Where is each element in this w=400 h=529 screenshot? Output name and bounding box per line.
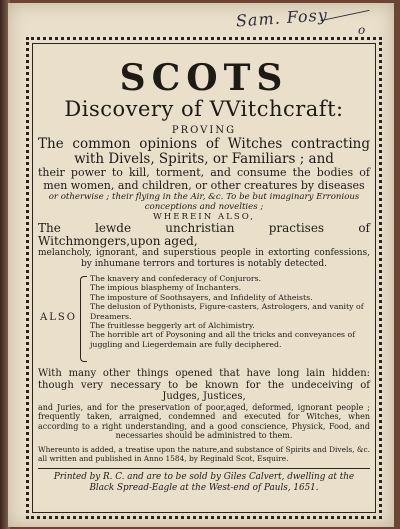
imprint-line-1: Printed by R. C. and are to be sold by Giles Calvert, dwelling at the	[53, 471, 355, 482]
lewde-line-medium: melancholy, ignorant, and superstious people in extorting confessions, by inhumane terrors and tortures is notably detected.	[38, 248, 370, 269]
also-item: The horrible art of Poysoning and all the tricks and conveyances of juggling and Liegerdemain are fully deciphered.	[90, 330, 356, 349]
book-subtitle: Discovery of VVitchcraft:	[64, 97, 344, 121]
signature-mark: o	[358, 23, 366, 37]
divider-rule	[38, 468, 370, 469]
book-title: SCOTS	[119, 57, 289, 99]
brace	[80, 276, 87, 362]
imprint-line-2: Black Spread-Eagle at the West-end of Pauls, 1651.	[89, 482, 319, 493]
also-label: ALSO	[40, 312, 77, 323]
also-item: The imposture of Soothsayers, and Infidelity of Atheists.	[90, 292, 313, 302]
many-line-small: and Juries, and for the preservation of poor,aged, deformed, ignorant people ; frequently taken, arraigned, condemned and executed for Witches, when according to a right understanding, and a good conscience, Physick, Food, and necessaries should be administred to them.	[38, 402, 370, 440]
also-item: The fruitlesse beggerly art of Alchimistry.	[90, 321, 255, 331]
also-item: The knavery and confederacy of Conjurors.	[90, 274, 262, 283]
handwritten-signature: Sam. Fosy	[235, 5, 329, 31]
claim-line-medium: their power to kill, torment, and consume the bodies of men women, and children, or other creatures by diseases	[38, 166, 370, 192]
whereunto-paragraph: Whereunto is added, a treatise upon the nature,and substance of Spirits and Divels, &c. all written and published in Anno 1584, by Reginald Scot, Esquire.	[38, 444, 370, 463]
many-line-large: With many other things opened that have long lain hidden: though very necessary to be known for the undeceiving of Judges, Justices,	[38, 368, 370, 402]
claim-line-small: or otherwise ; their flying in the Air, &c. To be but imaginary Erronious conceptions and novelties ;	[48, 192, 360, 212]
lewde-line-large: The lewde unchristian practises of Witchmongers,upon aged,	[38, 221, 370, 248]
also-list	[90, 274, 368, 349]
wherein-heading: WHEREIN ALSO,	[152, 212, 256, 222]
also-item: The impious blasphemy of Inchanters.	[90, 283, 242, 293]
also-section	[38, 274, 370, 364]
title-page-text	[38, 47, 370, 494]
also-item: The delusion of Pythonists, Figure-casters, Astrologers, and vanity of Dreamers.	[90, 302, 364, 321]
proving-heading: PROVING	[171, 125, 237, 136]
claim-line-large: The common opinions of Witches contracting with Divels, Spirits, or Familiars ; and	[38, 136, 370, 167]
